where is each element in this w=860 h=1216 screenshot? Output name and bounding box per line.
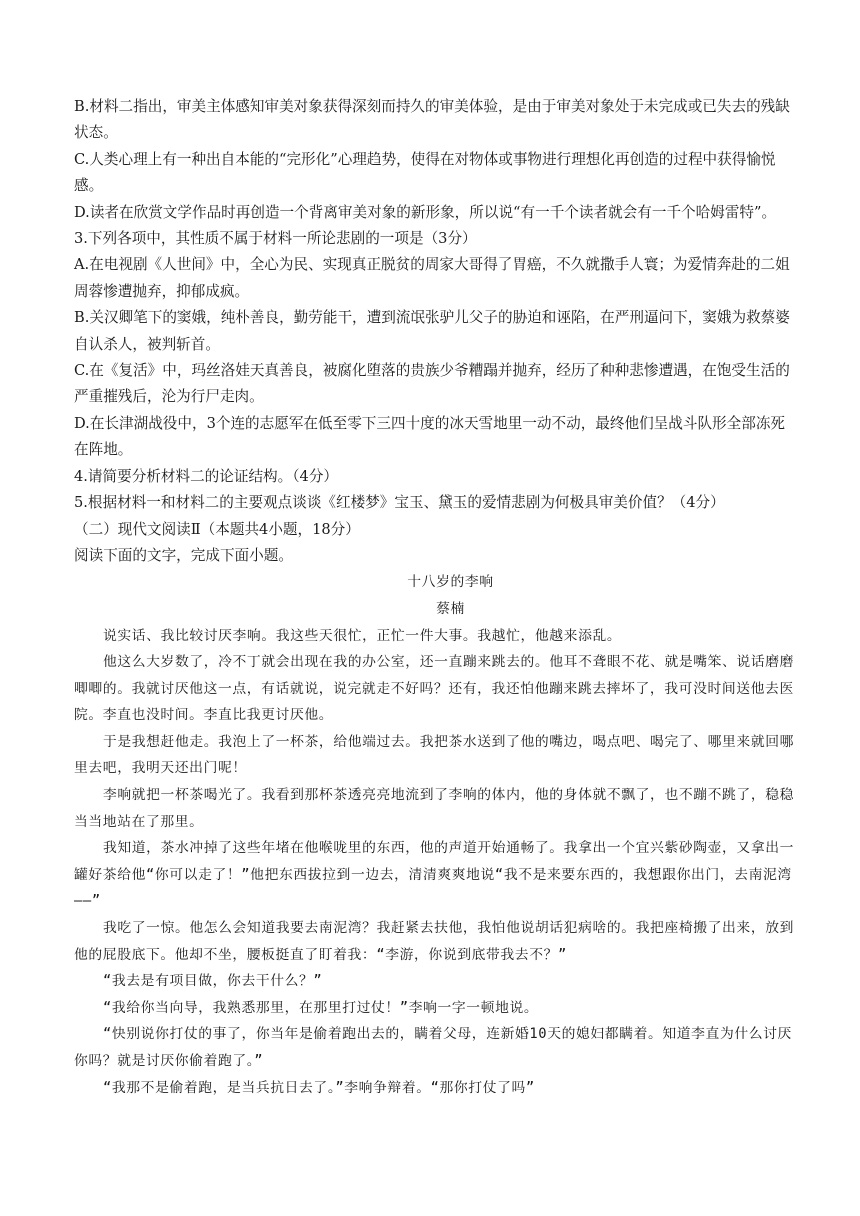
story	[74, 569, 798, 1101]
question-4-5	[74, 464, 798, 517]
q3-option-d: D.在长津湖战役中，3个连的志愿军在低至零下三四十度的冰天雪地里一动不动，最终他们呈战斗队形全部冻死在阵地。	[74, 414, 786, 459]
section-instruction: 阅读下面的文字，完成下面小题。	[74, 546, 293, 564]
story-paragraph: “我去是有项目做，你去干什么？”	[102, 973, 323, 990]
story-paragraph: “我那不是偷着跑，是当兵抗日去了。”李响争辩着。“那你打仗了吗”	[102, 1079, 535, 1096]
story-paragraph: 说实话、我比较讨厌李响。我这些天很忙，正忙一件大事。我越忙，他越来添乱。	[102, 627, 622, 644]
story-paragraph: “我给你当向导，我熟悉那里，在那里打过仗！”李响一字一顿地说。	[102, 999, 539, 1016]
story-paragraph: 我知道，茶水冲掉了这些年堵在他喉咙里的东西，他的声道开始通畅了。我拿出一个宜兴紫砂陶壶，又拿出一罐好茶给他“你可以走了！”他把东西拔拉到一边去，清清爽爽地说“我不是来要东西的，我想跟你出门，去南泥湾——”	[74, 840, 795, 910]
question-2-options	[74, 94, 798, 226]
story-author: 蔡楠	[436, 600, 465, 617]
section-title: （二）现代文阅读Ⅱ（本题共4小题，18分）	[74, 520, 360, 538]
story-paragraph: “快别说你打仗的事了，你当年是偷着跑出去的，瞒着父母，连新婚10天的媳妇都瞒着。知道李直为什么讨厌你吗？就是讨厌你偷着跑了。”	[74, 1026, 792, 1069]
q2-option-b: B.材料二指出，审美主体感知审美对象获得深刻而持久的审美体验，是由于审美对象处于未完成或已失去的残缺状态。	[74, 98, 790, 142]
story-paragraph: 他这么大岁数了，冷不丁就会出现在我的办公室，还一直蹦来跳去的。他耳不聋眼不花、就是嘴笨、说话磨磨唧唧的。我就讨厌他这一点，有话就说，说完就走不好吗？还有，我还怕他蹦来跳去摔坏了，我可没时间送他去医院。李直也没时间。李直比我更讨厌他。	[74, 654, 795, 724]
story-paragraph: 李响就把一杯茶喝光了。我看到那杯茶透亮亮地流到了李响的体内，他的身体就不飘了，也不蹦不跳了，稳稳当当地站在了那里。	[74, 787, 795, 830]
q2-option-c: C.人类心理上有一种出自本能的“完形化”心理趋势，使得在对物体或事物进行理想化再创造的过程中获得愉悦感。	[74, 150, 776, 195]
q3-option-c: C.在《复活》中，玛丝洛娃天真善良，被腐化堕落的贵族少爷糟蹋并抛弃，经历了种种悲惨遭遇，在饱受生活的严重摧残后，沦为行尸走肉。	[74, 362, 790, 406]
q3-option-a: A.在电视剧《人世间》中，全心为民、实现真正脱贫的周家大哥得了胃癌，不久就撒手人寰；为爱情奔赴的二姐周蓉惨遭抛弃，抑郁成疯。	[74, 256, 790, 300]
q3-option-b: B.关汉卿笔下的窦娥，纯朴善良，勤劳能干，遭到流氓张驴儿父子的胁迫和诬陷，在严刑逼问下，窦娥为救蔡婆自认杀人，被判斩首。	[74, 309, 790, 353]
q4-stem: 4.请简要分析材料二的论证结构。（4分）	[74, 467, 339, 485]
question-3	[74, 226, 798, 464]
story-paragraph: 于是我想赶他走。我泡上了一杯茶，给他端过去。我把茶水送到了他的嘴边，喝点吧、喝完了、哪里来就回哪里去吧，我明天还出门呢！	[74, 733, 795, 777]
story-paragraph: 我吃了一惊。他怎么会知道我要去南泥湾？我赶紧去扶他，我怕他说胡话犯病啥的。我把座椅搬了出来，放到他的屁股底下。他却不坐，腰板挺直了盯着我：“李游，你说到底带我去不？”	[74, 920, 795, 963]
q2-option-d: D.读者在欣赏文学作品时再创造一个背离审美对象的新形象，所以说“有一千个读者就会有一千个哈姆雷特”。	[74, 203, 777, 221]
story-title: 十八岁的李响	[407, 574, 494, 591]
q5-stem: 5.根据材料一和材料二的主要观点谈谈《红楼梦》宝玉、黛玉的爱情悲剧为何极具审美价值？（4分）	[74, 494, 725, 512]
q3-stem: 3.下列各项中，其性质不属于材料一所论悲剧的一项是（3分）	[74, 230, 477, 248]
